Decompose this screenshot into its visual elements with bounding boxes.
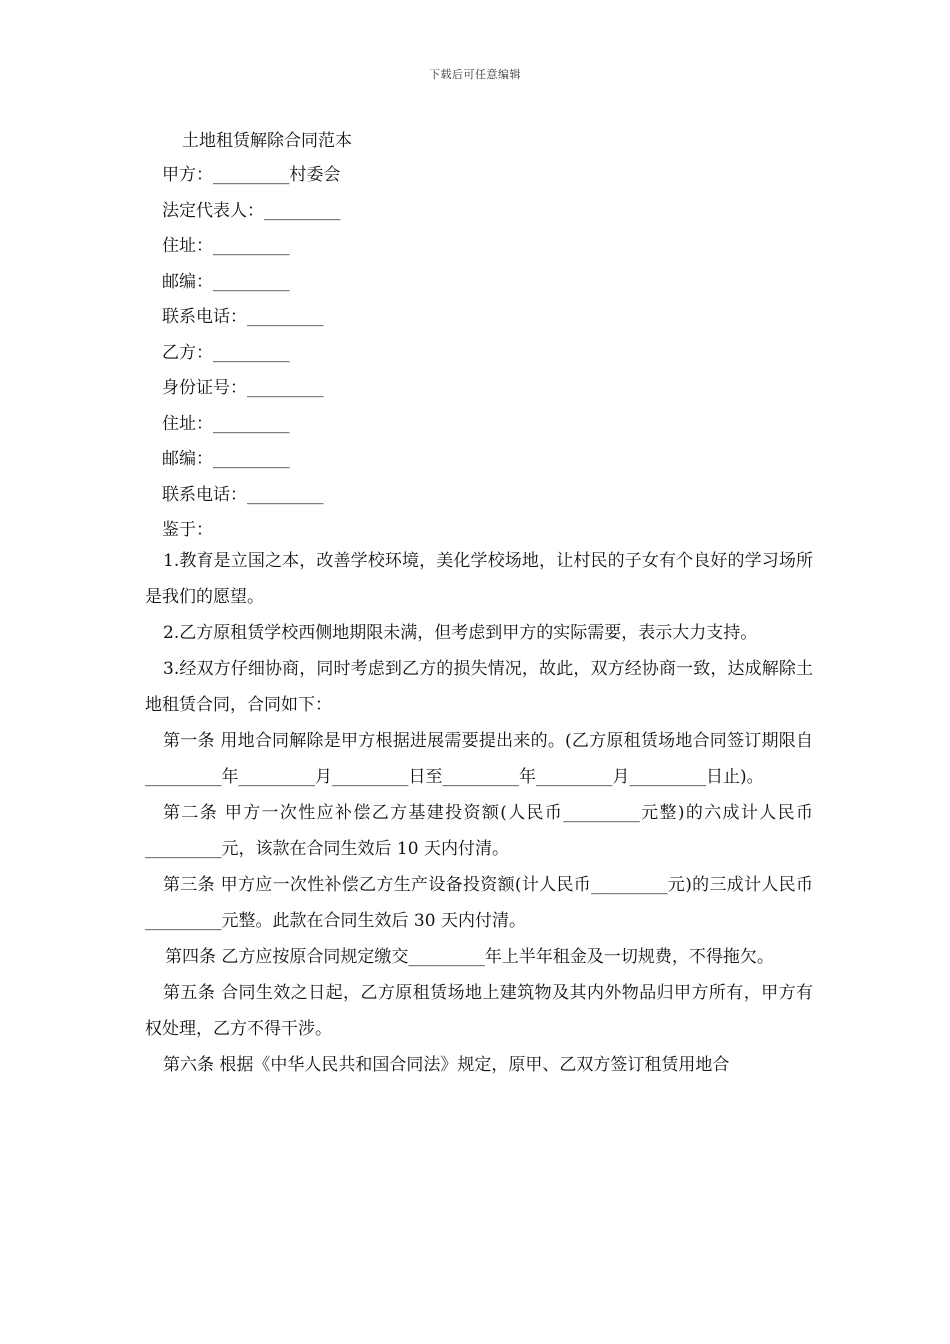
article-4: 第四条 乙方应按原合同规定缴交_________年上半年租金及一切规费，不得拖欠。 <box>165 947 774 967</box>
article-3: 第三条 甲方应一次性补偿乙方生产设备投资额(计人民币_________元)的三成计人民币_________元整。此款在合同生效后 30 天内付清。 <box>145 875 813 931</box>
recital-3: 3.经双方仔细协商，同时考虑到乙方的损失情况，故此，双方经协商一致，达成解除土地租赁合同，合同如下： <box>145 659 813 715</box>
article-6: 第六条 根据《中华人民共和国合同法》规定，原甲、乙双方签订租赁用地合 <box>163 1055 730 1075</box>
legal-representative-field: 法定代表人：_________ <box>162 201 341 221</box>
article-5: 第五条 合同生效之日起，乙方原租赁场地上建筑物及其内外物品归甲方所有，甲方有权处理，乙方不得干涉。 <box>145 983 813 1039</box>
contract-body <box>145 543 813 1083</box>
party-b-postcode-field: 邮编：_________ <box>162 449 290 469</box>
recital-1: 1.教育是立国之本，改善学校环境，美化学校场地，让村民的子女有个良好的学习场所是我们的愿望。 <box>145 551 813 607</box>
party-b-phone-field: 联系电话：_________ <box>162 485 324 505</box>
recital-2: 2.乙方原租赁学校西侧地期限未满，但考虑到甲方的实际需要，表示大力支持。 <box>163 623 758 643</box>
party-a-postcode-field: 邮编：_________ <box>162 272 290 292</box>
party-a-phone-field: 联系电话：_________ <box>162 307 324 327</box>
party-a-address-field: 住址：_________ <box>162 236 290 256</box>
article-1: 第一条 用地合同解除是甲方根据进展需要提出来的。(乙方原租赁场地合同签订期限自_________年_________月_________日至_________年_________月_________日止)。 <box>145 731 813 787</box>
party-a-field: 甲方：_________村委会 <box>162 165 341 185</box>
whereas-label: 鉴于： <box>162 520 213 540</box>
party-b-field: 乙方：_________ <box>162 343 290 363</box>
header-note: 下载后可任意编辑 <box>429 68 521 81</box>
party-b-address-field: 住址：_________ <box>162 414 290 434</box>
party-b-id-field: 身份证号：_________ <box>162 378 324 398</box>
document-title: 土地租赁解除合同范本 <box>182 131 352 151</box>
article-2: 第二条 甲方一次性应补偿乙方基建投资额(人民币_________元整)的六成计人民币_________元，该款在合同生效后 10 天内付清。 <box>145 803 813 859</box>
